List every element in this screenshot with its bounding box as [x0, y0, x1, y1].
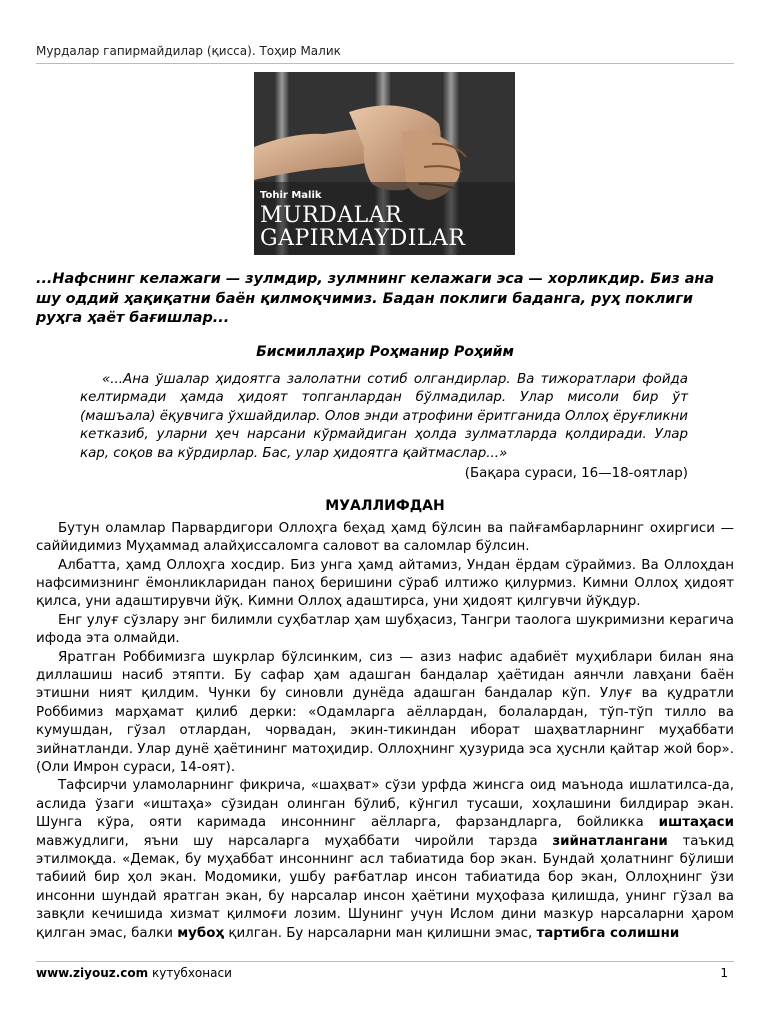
paragraph-1: Бутун оламлар Парвардигори Оллоҳга беҳад ҳамд бўлсин ва пайғамбарларнинг охиргиси — саййидимиз Муҳаммад алайҳиссаломга саловот ва саломлар бўлсин. — [36, 520, 734, 555]
running-title: Мурдалар гапирмайдилар (қисса). Тоҳир Малик — [36, 44, 341, 58]
quran-quote: «...Ана ўшалар ҳидоятга залолатни сотиб олгандирлар. Ва тижоратлари фойда келтирмади ҳамда ҳидоят топганлардан бўлмадилар. Улар мисоли бир ўт (машъала) ёқувчига ўхшайдилар. Олов энди атрофини ёритганида Оллоҳ ёруғликни кетказиб, уларни ҳеч нарсани кўрмайдиган ҳолда зулматларда қолдиради. Улар кар, соқов ва кўрдирлар. Бас, улар ҳидоятга қайтмаслар...» — [80, 371, 688, 461]
bismillah-heading: Бисмиллаҳир Роҳманир Роҳийм — [256, 343, 514, 360]
quote-reference: (Бақара сураси, 16—18-оятлар) — [464, 465, 688, 481]
page-footer — [36, 961, 734, 980]
bold-term-regulate: тартибга солишни — [536, 925, 680, 941]
cover-author: Tohir Malik — [260, 190, 322, 201]
cover-title-line1: MURDALAR — [260, 203, 403, 228]
paragraph-4: Яратган Роббимизга шукрлар бўлсинким, сиз — азиз нафис адабиёт муҳиблари билан яна диллашиш насиб этяпти. Бу сафар ҳам адашган бандалар ҳаётидан аянчли лавҳани баён этишни ният қилдим. Чунки бу синовли дунёда адашган бандалар кўп. Улуғ ва қудратли Роббимиз марҳамат қилиб дерки: «Одамларга аёллардан, болалардан, тўп-тўп тилло ва кумушдан, гўзал отлардан, чорвадан, экин-тикиндан иборат шаҳватларнинг муҳаббати зийнатланди. Улар дунё ҳаётининг матоҳидир. Оллоҳнинг ҳузурида эса ҳуснли қайтар жой бор». (Оли Имрон сураси, 14-оят). — [36, 649, 734, 776]
section-title: МУАЛЛИФДАН — [325, 498, 445, 515]
paragraph-5-text-e: қилган. Бу нарсаларни ман қилишни эмас, — [224, 925, 537, 941]
running-header — [36, 44, 734, 64]
paragraph-3: Енг улуғ сўзлару энг билимли суҳбатлар ҳам шубҳасиз, Тангри таолога шукримизни керагича ифода эта олмайди. — [36, 612, 734, 647]
book-cover-image — [254, 72, 515, 255]
page-number: 1 — [720, 966, 728, 980]
paragraph-5-text-d: таъкид этилмоқда. «Демак, бу муҳаббат инсоннинг асл табиатида бор экан. Бундай ҳолатнинг бўлиши табиий бир ҳол экан. Модомики, ушбу рағбатлар инсон табиатида бор экан, Оллоҳнинг ўзи инсонни шундай яратган экан, бу нарсалар инсон ҳаётини муҳофаза қилишда, унинг гўзал ва завқли кечишида хизмат қилмоғи лозим. Шунинг учун Ислом дини мазкур нарсаларни ҳаром қилган эмас, балки — [36, 833, 734, 941]
bold-term-permissible: мубоҳ — [177, 925, 225, 941]
page-body — [36, 270, 734, 943]
paragraph-5 — [36, 777, 734, 943]
paragraph-5-text-c: мавжудлиги, яъни шу нарсаларга муҳаббати чиройли тарзда — [36, 833, 553, 849]
cover-title-line2: GAPIRMAYDILAR — [260, 226, 466, 251]
paragraph-2: Албатта, ҳамд Оллоҳга хосдир. Биз унга ҳамд айтамиз, Ундан ёрдам сўраймиз. Ва Оллоҳдан нафсимизнинг ёмонликларидан паноҳ беришини сўраб илтижо қилурмиз. Кимни Оллоҳ ҳидоят қилса, уни адаштирувчи йўқ. Кимни Оллоҳ адаштирса, уни ҳидоят қилгувчи йўқдур. — [36, 557, 734, 610]
bold-term-appetite: иштаҳаси — [658, 815, 734, 831]
footer-site-link[interactable]: www.ziyouz.com — [36, 966, 149, 980]
footer-library-label: кутубхонаси — [148, 966, 232, 980]
paragraph-5-text-a: Тафсирчи уламоларнинг фикрича, «шаҳват» сўзи урфда жинсга оид маънода ишлатилса-да, аслида ўзаги «иштаҳа» сўзидан олинган бўлиб, кўнгил тусаши, хоҳлашини билдирар экан. Шунга кўра, ояти каримада инсоннинг аёлларга, фарзандларга, бойликка — [36, 778, 734, 831]
bold-term-adorned: зийнатлангани — [552, 833, 668, 849]
epigraph: ...Нафснинг келажаги — зулмдир, зулмнинг келажаги эса — хорликдир. Биз ана шу оддий ҳақиқатни баён қилмоқчимиз. Бадан поклиги баданга, руҳ поклиги руҳга ҳаёт бағишлар... — [36, 271, 715, 326]
